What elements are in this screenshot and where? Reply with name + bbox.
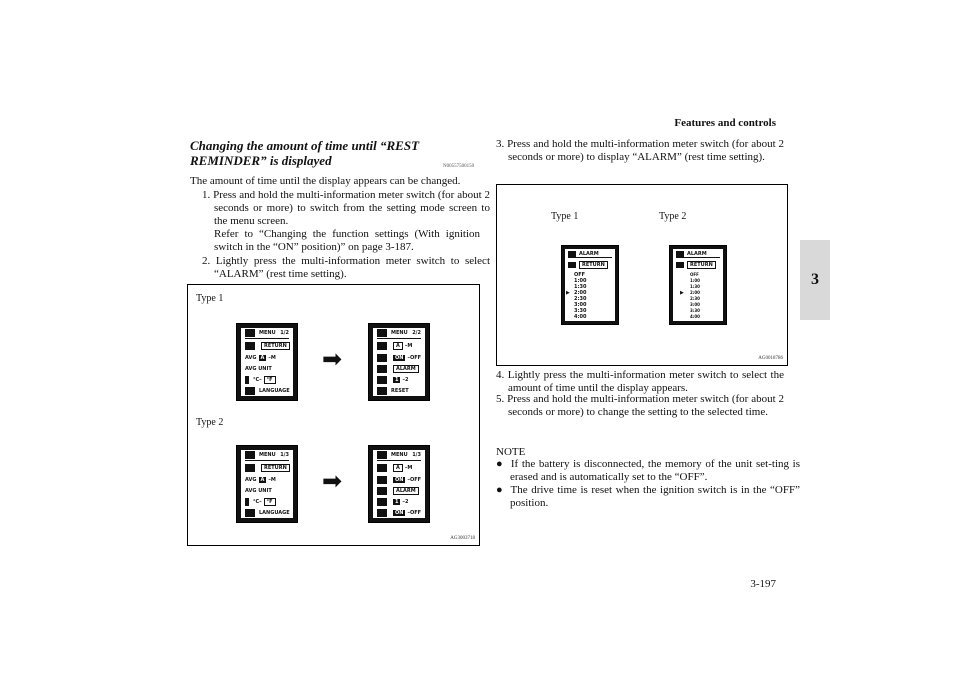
car-icon: [377, 451, 387, 459]
cup-icon: [377, 365, 387, 373]
type2-menu-screen-2: MENU 1/3 A – M ON – OFF ALARM 1 – 2 ON – OFF: [368, 445, 430, 523]
speaker-icon: [377, 354, 387, 362]
alarm-time: 2:30: [690, 296, 700, 301]
alarm-time: 1:00: [690, 278, 700, 283]
page-number: 3-197: [750, 578, 776, 590]
turn-signal-icon: [377, 376, 387, 384]
menu-page: 1/3: [280, 452, 289, 458]
alarm-time-list: [690, 272, 700, 320]
alarm-time: 4:00: [690, 314, 700, 319]
selection-pointer-icon: ▶: [566, 290, 570, 296]
menu-row-m: M: [407, 465, 413, 471]
menu-row-on-2: ON: [395, 510, 404, 516]
menu-row-celsius: °C: [253, 499, 260, 505]
alarm-time-list: [574, 272, 586, 320]
figure2-type1-label: Type 1: [551, 211, 579, 222]
menu-row-avg-unit: AVG UNIT: [245, 366, 272, 372]
figure-alarm-screens: [496, 184, 788, 366]
bullet-icon: ●: [496, 458, 511, 470]
alarm-time: 1:30: [690, 284, 700, 289]
note-2-text: The drive time is reset when the ignition switch is in the “OFF” position.: [510, 484, 800, 509]
cup-icon: [568, 251, 576, 257]
return-icon: [245, 342, 255, 350]
menu-row-a: A: [393, 342, 403, 350]
note-1-text: If the battery is disconnected, the memory of the unit set-ting is erased and is automatically set to the “OFF”.: [510, 458, 800, 483]
alarm-time: OFF: [574, 272, 586, 278]
speaker-icon: [377, 476, 387, 484]
type1-alarm-screen: [561, 245, 619, 325]
menu-page: 1/3: [412, 452, 421, 458]
menu-row-language: LANGUAGE: [259, 510, 290, 516]
language-icon: [245, 509, 255, 517]
alarm-return: RETURN: [579, 261, 608, 269]
note-1: [496, 458, 800, 484]
menu-row-avg: AVG: [245, 477, 257, 483]
alarm-title: ALARM: [687, 251, 707, 257]
menu-row-fahrenheit: °F: [264, 376, 276, 384]
alarm-time: OFF: [690, 272, 699, 277]
running-header: Features and controls: [674, 117, 776, 129]
menu-row-avg-unit: AVG UNIT: [245, 488, 272, 494]
right-arrow-icon: ➡: [322, 345, 343, 373]
menu-row-return: RETURN: [261, 342, 290, 350]
menu-row-language: LANGUAGE: [259, 388, 290, 394]
note-label: NOTE: [496, 446, 526, 458]
menu-row-avg-m: M: [270, 477, 276, 483]
note-2: [496, 484, 800, 510]
fuel-icon: [377, 464, 387, 472]
cup-icon: [377, 487, 387, 495]
step-4: 4. Lightly press the multi-information meter switch to select the amount of time until the display appears.: [496, 369, 784, 394]
step-1: 1. Press and hold the multi-information meter switch (for about 2 seconds or more) to switch from the setting mode screen to the menu screen.: [202, 189, 490, 227]
car-icon: [377, 329, 387, 337]
return-icon: [568, 262, 576, 268]
alarm-time: 3:30: [574, 308, 587, 314]
step-3: 3. Press and hold the multi-information meter switch (for about 2 seconds or more) to display “ALARM” (rest time setting).: [496, 138, 784, 163]
alarm-time: 1:00: [574, 278, 587, 284]
menu-row-m: M: [407, 343, 413, 349]
menu-title: MENU: [391, 330, 408, 336]
turn-signal-icon: [377, 498, 387, 506]
figure2-code: AG0018786: [758, 356, 783, 361]
menu-title: MENU: [391, 452, 408, 458]
menu-page: 2/2: [412, 330, 421, 336]
menu-page: 1/2: [280, 330, 289, 336]
alarm-time: 3:30: [690, 308, 700, 313]
menu-row-1: 1: [395, 499, 399, 505]
bullet-icon: ●: [496, 484, 511, 496]
chapter-tab: 3: [800, 240, 830, 320]
step-5: 5. Press and hold the multi-information meter switch (for about 2 seconds or more) to change the setting to the selected time.: [496, 393, 784, 418]
menu-title: MENU: [259, 452, 276, 458]
menu-row-2: 2: [404, 499, 409, 505]
return-icon: [245, 464, 255, 472]
menu-row-off-2: OFF: [409, 510, 422, 516]
type2-menu-screen-1: MENU 1/3 RETURN AVG A – M AVG UNIT °C – °F LANGUAGE: [236, 445, 298, 523]
alarm-time: 3:00: [574, 302, 587, 308]
return-icon: [676, 262, 684, 268]
section-title: Changing the amount of time until “REST REMINDER” is displayed: [190, 138, 420, 168]
right-arrow-icon: ➡: [322, 467, 343, 495]
alarm-time: 4:00: [574, 314, 587, 320]
fuel-icon: [377, 342, 387, 350]
menu-row-alarm: ALARM: [393, 487, 419, 495]
menu-row-on: ON: [395, 355, 404, 361]
menu-row-1: 1: [395, 377, 399, 383]
step-2: 2. Lightly press the multi-information meter switch to select “ALARM” (rest time setting).: [202, 255, 490, 280]
step-1-reference: Refer to “Changing the function settings (With ignition switch in the “ON” position)” on page 3-187.: [214, 228, 480, 253]
key-icon: [377, 509, 387, 517]
section-code: N00557500150: [443, 164, 475, 169]
figure1-type1-label: Type 1: [196, 293, 224, 304]
reset-icon: [377, 387, 387, 395]
alarm-return: RETURN: [687, 261, 716, 269]
alarm-time: 2:00: [574, 290, 587, 296]
alarm-title: ALARM: [579, 251, 599, 257]
thermometer-icon: [245, 376, 249, 384]
language-icon: [245, 387, 255, 395]
figure1-type2-label: Type 2: [196, 417, 224, 428]
menu-row-off: OFF: [409, 355, 422, 361]
type1-menu-screen-2: MENU 2/2 A – M ON – OFF ALARM 1 – 2 RESET: [368, 323, 430, 401]
car-icon: [245, 451, 255, 459]
menu-row-reset: RESET: [391, 388, 409, 394]
menu-row-on: ON: [395, 477, 404, 483]
menu-row-avg-a: A: [260, 355, 265, 361]
menu-row-celsius: °C: [253, 377, 260, 383]
menu-row-off: OFF: [409, 477, 422, 483]
menu-row-avg: AVG: [245, 355, 257, 361]
type2-alarm-screen: [669, 245, 727, 325]
alarm-time: 3:00: [690, 302, 700, 307]
menu-row-return: RETURN: [261, 464, 290, 472]
type1-menu-screen-1: MENU 1/2 RETURN AVG A – M AVG UNIT °C – °F LANGUAGE: [236, 323, 298, 401]
menu-row-2: 2: [404, 377, 409, 383]
alarm-time: 2:00: [690, 290, 700, 295]
selection-pointer-icon: ▶: [680, 290, 684, 296]
car-icon: [245, 329, 255, 337]
alarm-time: 2:30: [574, 296, 587, 302]
figure2-type2-label: Type 2: [659, 211, 687, 222]
figure1-code: AG3003718: [450, 536, 475, 541]
alarm-time: 1:30: [574, 284, 587, 290]
figure-menu-screens: [187, 284, 480, 546]
thermometer-icon: [245, 498, 249, 506]
menu-title: MENU: [259, 330, 276, 336]
cup-icon: [676, 251, 684, 257]
menu-row-alarm: ALARM: [393, 365, 419, 373]
menu-row-fahrenheit: °F: [264, 498, 276, 506]
menu-row-a: A: [393, 464, 403, 472]
menu-row-avg-a: A: [260, 477, 265, 483]
intro-text: The amount of time until the display appears can be changed.: [190, 175, 461, 187]
menu-row-avg-m: M: [270, 355, 276, 361]
